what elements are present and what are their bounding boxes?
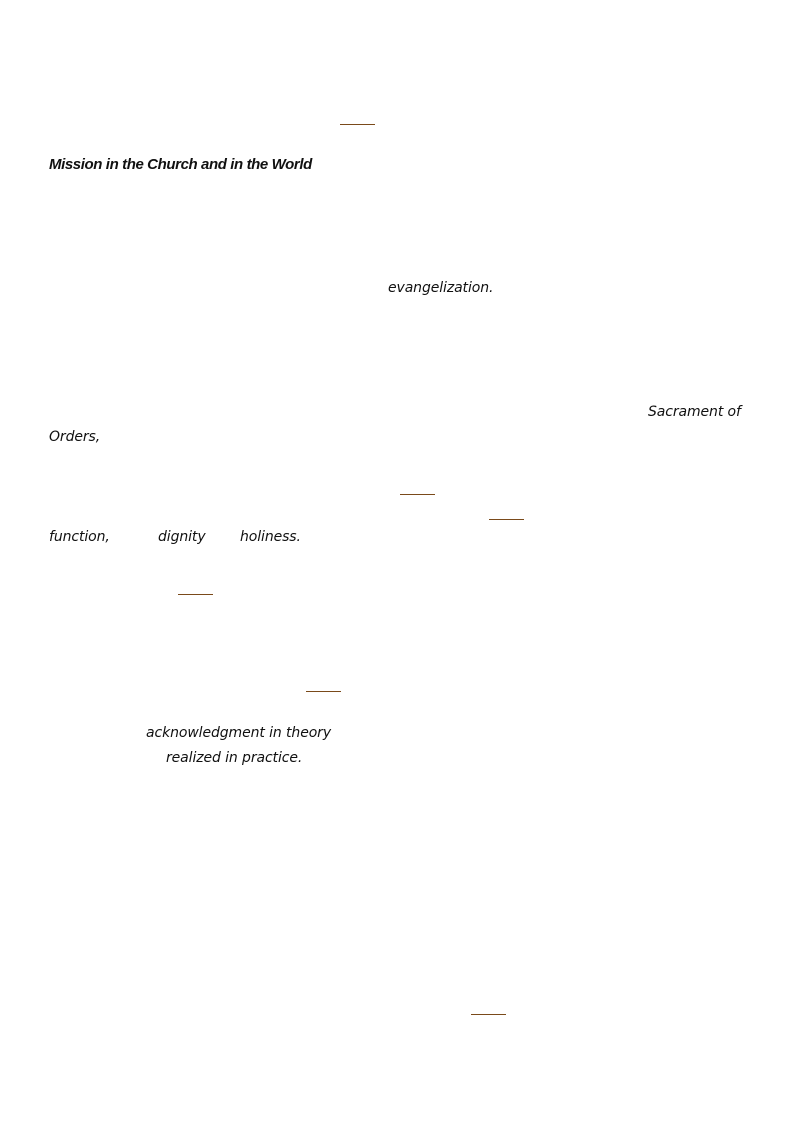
italic-acknowledgment: acknowledgment in theory — [146, 725, 332, 741]
italic-sacrament-of: Sacrament of — [648, 404, 741, 420]
footnote-link-2[interactable] — [400, 494, 435, 495]
italic-dignity: dignity — [158, 529, 206, 545]
italic-function: function, — [49, 529, 110, 545]
italic-evangelization: evangelization. — [388, 280, 494, 296]
footnote-link-4[interactable] — [178, 594, 213, 595]
italic-orders: Orders, — [49, 429, 101, 445]
footnote-link-5[interactable] — [306, 691, 341, 692]
section-heading: Mission in the Church and in the World — [49, 156, 312, 173]
italic-realized: realized in practice. — [166, 750, 303, 766]
italic-holiness: holiness. — [240, 529, 301, 545]
footnote-link-1[interactable] — [340, 124, 375, 125]
footnote-link-3[interactable] — [489, 519, 524, 520]
footnote-link-6[interactable] — [471, 1014, 506, 1015]
